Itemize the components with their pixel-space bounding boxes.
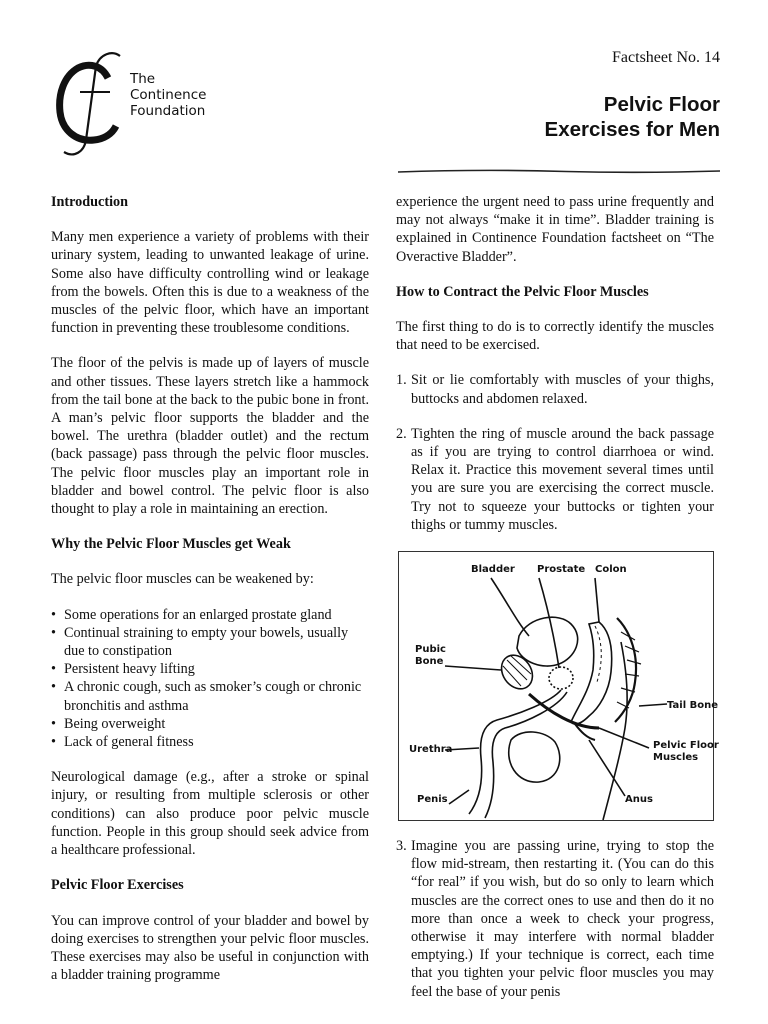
label-colon: Colon — [595, 564, 627, 576]
title-line: Exercises for Men — [544, 118, 720, 141]
pelvic-anatomy-diagram — [398, 551, 719, 821]
leader-penis — [449, 790, 469, 804]
section-heading: How to Contract the Pelvic Floor Muscles — [396, 283, 649, 300]
steps-list — [396, 371, 714, 534]
step-number: 1. — [396, 372, 407, 389]
label-line: Muscles — [653, 752, 699, 764]
causes-list — [51, 606, 369, 752]
label-line: Pubic — [415, 644, 446, 656]
step-number: 3. — [396, 838, 407, 855]
label-bladder: Bladder — [471, 564, 515, 576]
step-item — [396, 371, 714, 407]
label-penis: Penis — [417, 794, 448, 806]
leader-colon — [595, 578, 599, 622]
leader-bladder — [491, 578, 529, 636]
paragraph: Neurological damage (e.g., after a stroke or spinal injury, or resulting from multiple sclerosis or other conditions) can also produce poor pelvic muscle function. People in this group should seek advice from a healthcare professional. — [51, 769, 369, 859]
step-item — [396, 837, 714, 1001]
label-line: Pelvic Floor — [653, 740, 719, 752]
org-name — [130, 71, 206, 119]
bladder-shape — [517, 617, 578, 666]
section-heading: Why the Pelvic Floor Muscles get Weak — [51, 536, 291, 553]
anatomy-illustration — [399, 552, 715, 822]
list-item: • A chronic cough, such as smoker’s cough or chronic bronchitis and asthma — [51, 678, 369, 714]
label-urethra: Urethra — [409, 744, 453, 756]
leader-prostate — [539, 578, 559, 668]
section-heading: Introduction — [51, 194, 128, 210]
list-item: • Persistent heavy lifting — [51, 660, 369, 678]
step-text: Sit or lie comfortably with muscles of your thighs, buttocks and abdomen relaxed. — [411, 372, 714, 407]
prostate-shape — [549, 667, 573, 689]
org-name-line: Foundation — [130, 103, 206, 119]
factsheet-number: Factsheet No. 14 — [612, 49, 720, 66]
section-heading: Pelvic Floor Exercises — [51, 877, 184, 894]
org-name-line: Continence — [130, 87, 207, 103]
continence-foundation-logo — [50, 48, 220, 163]
leader-tail — [639, 704, 667, 706]
paragraph: Many men experience a variety of problems with their urinary system, leading to unwanted leakage of urine. Some also have difficulty controlling wind or leakage from the bowels. Often this is due to a weakness of the muscles of the pelvic floor, which have an important function in preventing these troublesome conditions. — [51, 229, 369, 337]
list-item: • Some operations for an enlarged prostate gland — [51, 606, 369, 624]
step-text: Tighten the ring of muscle around the back passage as if you are trying to control diarrhoea or wind. Relax it. Practice this movement several times until you are sure you are exercising the correct muscle. Try not to squeeze your buttocks or tighten your thighs or tummy muscles. — [411, 425, 714, 533]
label-tail-bone: Tail Bone — [667, 700, 719, 712]
step-item — [396, 425, 714, 534]
cf-monogram-icon — [50, 48, 130, 163]
leader-anus — [589, 740, 625, 796]
list-item: • Continual straining to empty your bowels, usually due to constipation — [51, 624, 369, 660]
page-title — [545, 92, 720, 142]
paragraph: The first thing to do is to correctly identify the muscles that need to be exercised. — [396, 319, 714, 354]
paragraph: You can improve control of your bladder and bowel by doing exercises to strengthen your pelvic floor muscles. These exercises may also be useful in conjunction with a bladder training programme — [51, 912, 369, 984]
label-pubic-bone — [415, 644, 446, 668]
leader-pubic — [445, 666, 501, 670]
label-pelvic-floor-muscles — [653, 740, 719, 764]
label-anus: Anus — [625, 794, 653, 806]
list-item: • Being overweight — [51, 715, 369, 733]
title-line: Pelvic Floor — [603, 93, 720, 116]
label-line: Bone — [415, 656, 444, 668]
org-name-line: The — [130, 71, 156, 87]
paragraph: experience the urgent need to pass urine frequently and may not always “make it in time”. Bladder training is explained in Continence Foundation factsheet on “The Overactive Bladder”. — [396, 194, 714, 265]
right-column — [396, 193, 719, 1018]
pubic-bone-shape — [495, 649, 539, 695]
list-item: • Lack of general fitness — [51, 733, 369, 751]
paragraph: The pelvic floor muscles can be weakened by: — [51, 571, 314, 588]
step-number: 2. — [396, 425, 407, 442]
steps-list-continued — [396, 837, 714, 1001]
title-divider — [396, 168, 722, 176]
left-column — [51, 193, 369, 1001]
paragraph: The floor of the pelvis is made up of layers of muscle and other tissues. These layers stretch like a hammock from the tail bone at the back to the pubic bone in front. A man’s pelvic floor supports the bladder and the bowel. The urethra (bladder outlet) and the rectum (back passage) pass through the pelvic floor muscles. The pelvic floor muscles play an important role in bladder and bowel control. The pelvic floor is also thought to play a role in maintaining an erection. — [51, 355, 369, 518]
step-text: Imagine you are passing urine, trying to stop the flow mid-stream, then restarting it. (You can do this “for real” if you wish, but do so only to learn which muscles are the correct ones to use and then do it no more than once a week to check your progress, otherwise it may interfere with normal bladder emptying.) If your technique is correct, each time that you tighten your pelvic floor muscles you may feel the base of your penis — [411, 838, 714, 1000]
label-prostate: Prostate — [537, 564, 586, 576]
